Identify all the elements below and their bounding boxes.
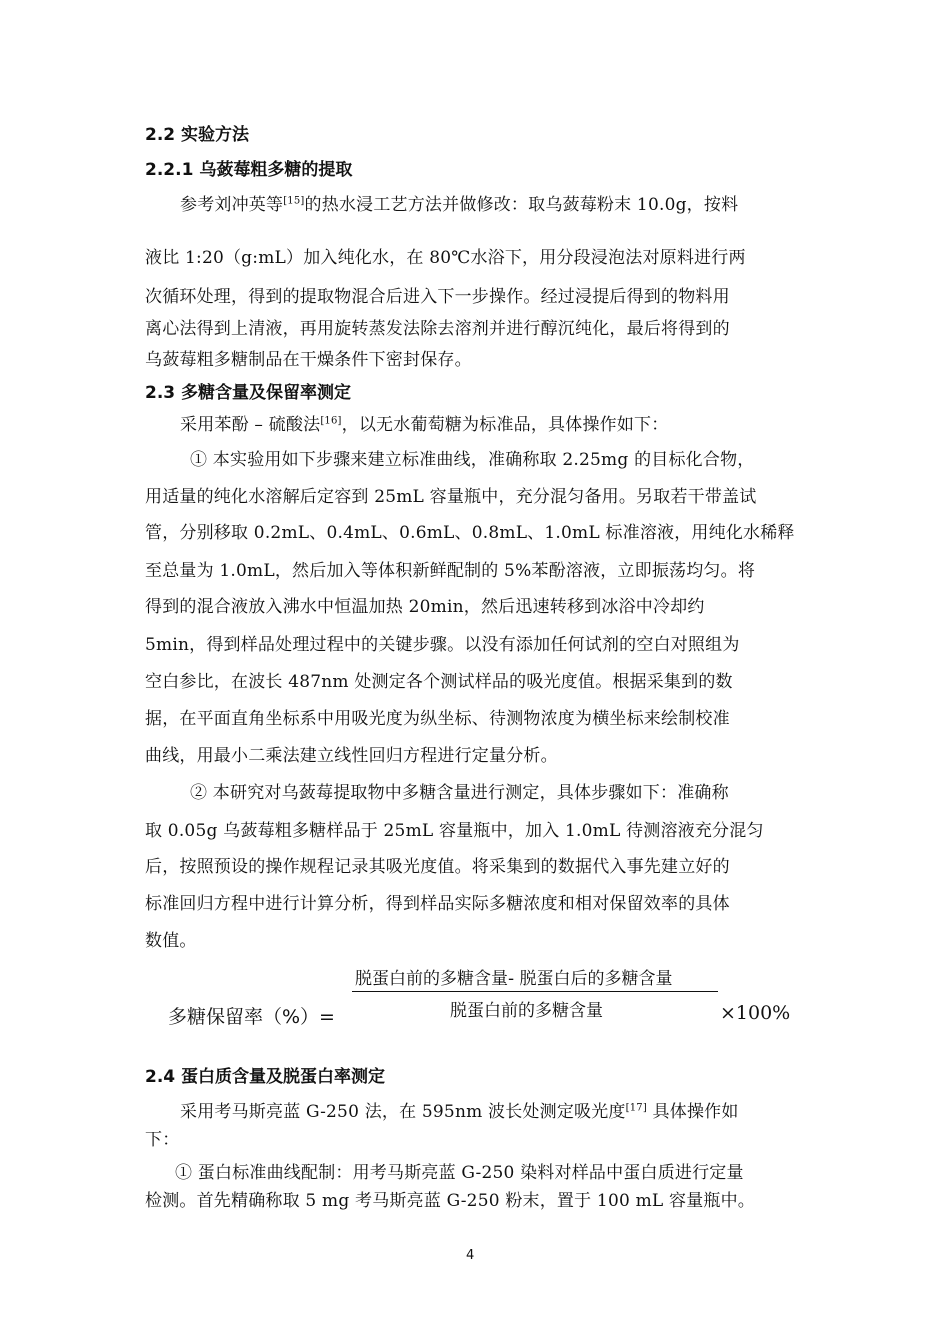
paragraph-line: 参考刘冲英等[15]的热水浸工艺方法并做修改：取乌蔹莓粉末 10.0g，按料: [180, 195, 739, 215]
paragraph-line: 次循环处理，得到的提取物混合后进入下一步操作。经过浸提后得到的物料用: [145, 287, 730, 307]
formula-denominator: 脱蛋白前的多糖含量: [450, 1001, 603, 1021]
section-heading-2-3: 2.3 多糖含量及保留率测定: [145, 383, 352, 403]
paragraph-line: ① 蛋白标准曲线配制：用考马斯亮蓝 G-250 染料对样品中蛋白质进行定量: [175, 1163, 744, 1183]
paragraph-line: 曲线，用最小二乘法建立线性回归方程进行定量分析。: [145, 746, 558, 766]
formula-left-side: 多糖保留率（%）=: [168, 1006, 335, 1028]
paragraph-line: 下：: [145, 1130, 180, 1150]
paragraph-line: ① 本实验用如下步骤来建立标准曲线，准确称取 2.25mg 的目标化合物，: [190, 450, 755, 470]
paragraph-line: ② 本研究对乌蔹莓提取物中多糖含量进行测定，具体步骤如下：准确称: [190, 783, 729, 803]
paragraph-line: 至总量为 1.0mL，然后加入等体积新鲜配制的 5%苯酚溶液，立即振荡均匀。将: [145, 561, 756, 581]
fraction-bar: [352, 991, 718, 992]
paragraph-line: 空白参比，在波长 487nm 处测定各个测试样品的吸光度值。根据采集到的数: [145, 672, 733, 692]
retention-rate-formula: [160, 960, 800, 1030]
paragraph-line: 液比 1:20（g:mL）加入纯化水，在 80℃水浴下，用分段浸泡法对原料进行两: [145, 248, 746, 268]
paragraph-line: 后，按照预设的操作规程记录其吸光度值。将采集到的数据代入事先建立好的: [145, 857, 730, 877]
paragraph-line: 检测。首先精确称取 5 mg 考马斯亮蓝 G-250 粉末，置于 100 mL 容量瓶中。: [145, 1191, 755, 1211]
citation-ref[interactable]: [16]: [320, 415, 342, 427]
formula-numerator: 脱蛋白前的多糖含量- 脱蛋白后的多糖含量: [355, 969, 673, 989]
paragraph-line: 采用考马斯亮蓝 G-250 法，在 595nm 波长处测定吸光度[17] 具体操作如: [180, 1102, 739, 1122]
paragraph-line: 采用苯酚 – 硫酸法[16]，以无水葡萄糖为标准品，具体操作如下：: [180, 415, 669, 435]
section-heading-2-4: 2.4 蛋白质含量及脱蛋白率测定: [145, 1067, 386, 1087]
citation-ref[interactable]: [17]: [625, 1102, 647, 1114]
section-heading-2-2-1: 2.2.1 乌蔹莓粗多糖的提取: [145, 160, 353, 180]
paragraph-line: 得到的混合液放入沸水中恒温加热 20min，然后迅速转移到冰浴中冷却约: [145, 597, 705, 617]
paragraph-line: 标准回归方程中进行计算分析，得到样品实际多糖浓度和相对保留效率的具体: [145, 894, 730, 914]
paragraph-line: 5min，得到样品处理过程中的关键步骤。以没有添加任何试剂的空白对照组为: [145, 635, 740, 655]
formula-multiplier: ×100%: [720, 1002, 791, 1024]
page-number: 4: [466, 1248, 475, 1263]
paragraph-line: 乌蔹莓粗多糖制品在干燥条件下密封保存。: [145, 350, 472, 370]
paragraph-line: 取 0.05g 乌蔹莓粗多糖样品于 25mL 容量瓶中，加入 1.0mL 待测溶液充分混匀: [145, 821, 764, 841]
citation-ref[interactable]: [15]: [283, 195, 305, 207]
paragraph-line: 数值。: [145, 931, 197, 951]
section-heading-2-2: 2.2 实验方法: [145, 125, 250, 145]
paragraph-line: 据，在平面直角坐标系中用吸光度为纵坐标、待测物浓度为横坐标来绘制校准: [145, 709, 730, 729]
paragraph-line: 用适量的纯化水溶解后定容到 25mL 容量瓶中，充分混匀备用。另取若干带盖试: [145, 487, 757, 507]
paragraph-line: 管，分别移取 0.2mL、0.4mL、0.6mL、0.8mL、1.0mL 标准溶液，用纯化水稀释: [145, 523, 795, 543]
paragraph-line: 离心法得到上清液，再用旋转蒸发法除去溶剂并进行醇沉纯化，最后将得到的: [145, 319, 730, 339]
